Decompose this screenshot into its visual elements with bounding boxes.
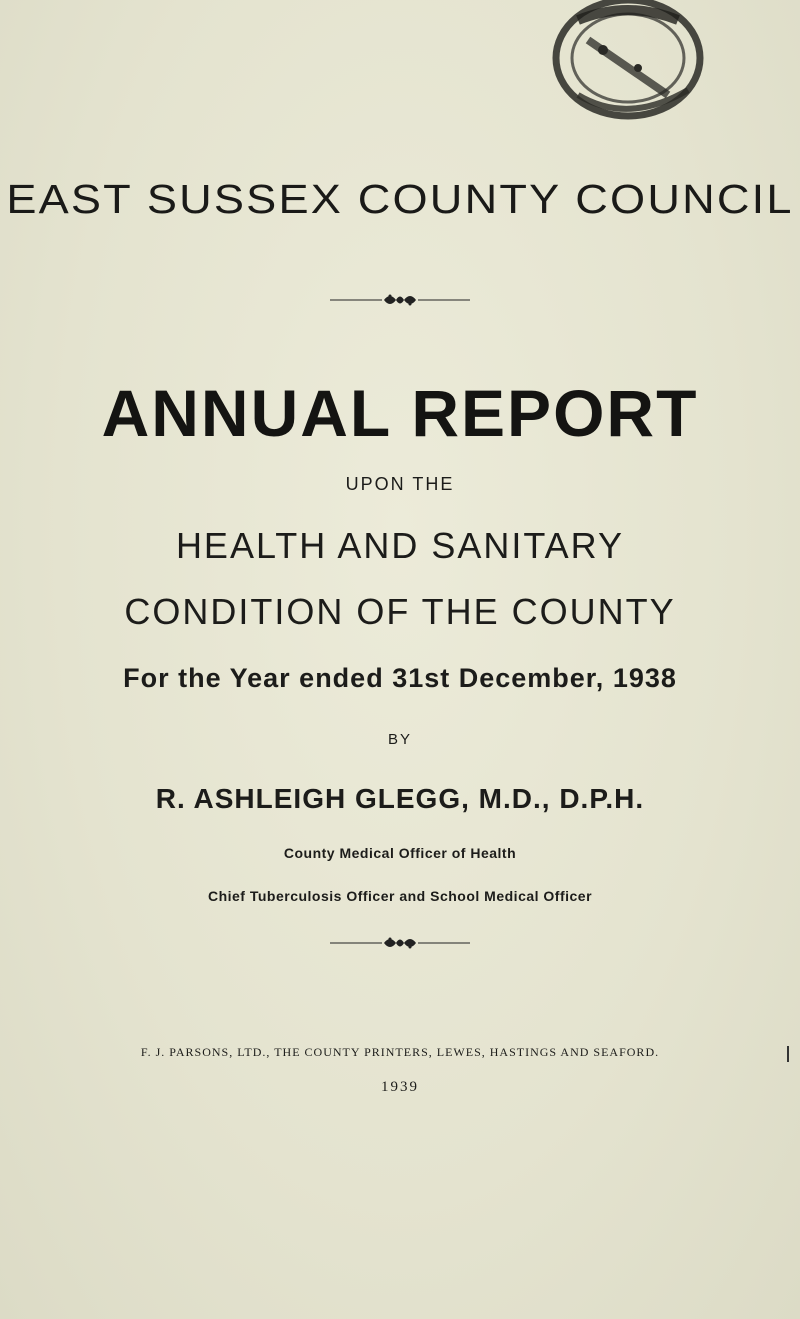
margin-mark <box>787 1046 789 1062</box>
library-stamp-icon <box>548 0 708 130</box>
report-subject-line2: CONDITION OF THE COUNTY <box>124 591 676 632</box>
report-subject-line1: HEALTH AND SANITARY <box>175 525 625 566</box>
author-by: BY <box>387 731 412 748</box>
author-name: R. ASHLEIGH GLEGG, M.D., D.P.H. <box>155 783 645 814</box>
fleuron-ornament-icon <box>330 933 470 953</box>
print-year: 1939 <box>381 1079 419 1095</box>
report-upon: UPON THE <box>345 474 455 494</box>
fleuron-ornament-icon <box>330 290 470 310</box>
report-period: For the Year ended 31st December, 1938 <box>123 663 677 693</box>
report-title: ANNUAL REPORT <box>101 376 699 450</box>
council-name: EAST SUSSEX COUNTY COUNCIL <box>6 176 794 222</box>
author-role-primary: County Medical Officer of Health <box>283 845 517 861</box>
printer-imprint: F. J. PARSONS, LTD., THE COUNTY PRINTERS, LEWES, HASTINGS AND SEAFORD. <box>140 1045 660 1059</box>
author-role-secondary: Chief Tuberculosis Officer and School Medical Officer <box>207 888 593 904</box>
